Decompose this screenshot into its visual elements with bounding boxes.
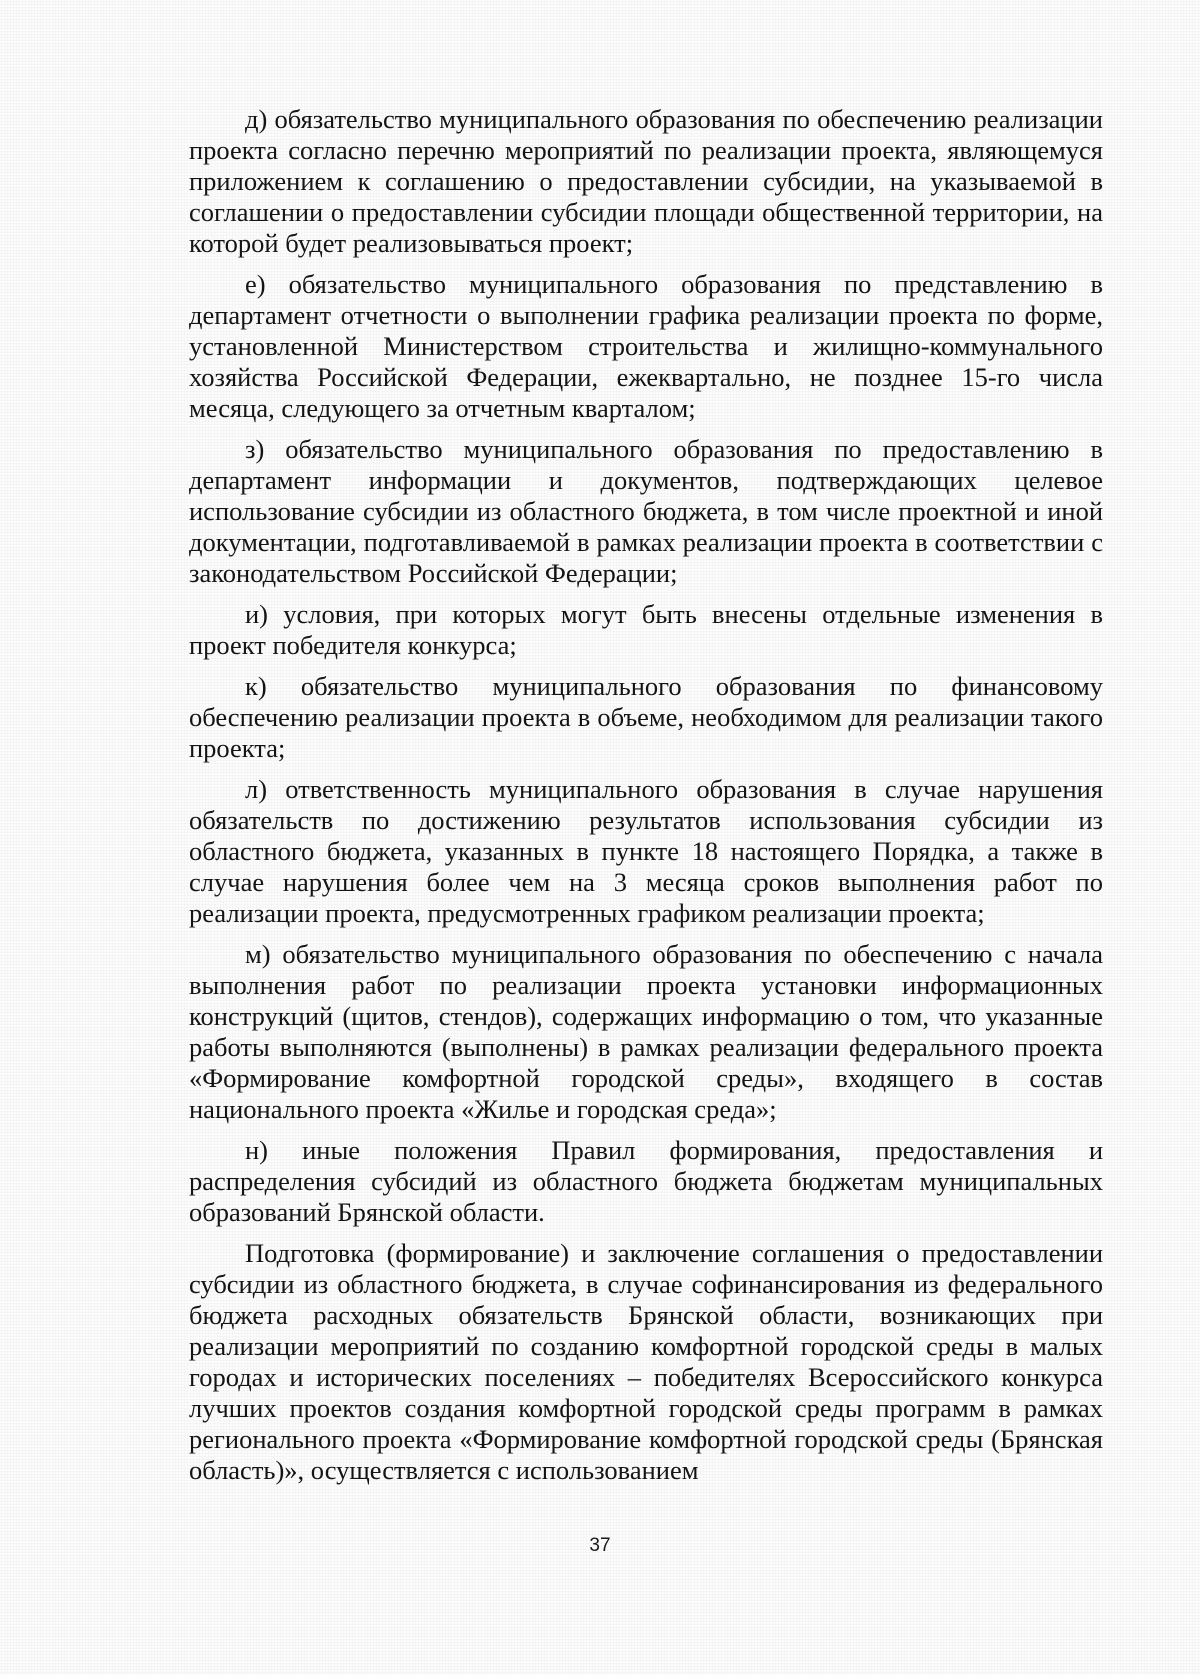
paragraph-m: м) обязательство муниципального образования по обеспечению с начала выполнения работ по реализации проекта установки информационных конструкций (щитов, стендов), содержащих информацию о том, что указанные работы выполняются (выполнены) в рамках реализации федерального проекта «Формирование комфортной городской среды», входящего в состав национального проекта «Жилье и городская среда»; — [189, 939, 1103, 1124]
paragraph-n: н) иные положения Правил формирования, предоставления и распределения субсидий из областного бюджета бюджетам муниципальных образований Брянской области. — [189, 1135, 1103, 1227]
document-body — [189, 104, 1103, 1496]
paragraph-z: з) обязательство муниципального образования по предоставлению в департамент информации и документов, подтверждающих целевое использование субсидии из областного бюджета, в том числе проектной и иной документации, подготавливаемой в рамках реализации проекта в соответствии с законодательством Российской Федерации; — [189, 434, 1103, 588]
paragraph-agreement-preparation: Подготовка (формирование) и заключение соглашения о предоставлении субсидии из областного бюджета, в случае софинансирования из федерального бюджета расходных обязательств Брянской области, возникающих при реализации мероприятий по созданию комфортной городской среды в малых городах и исторических поселениях – победителях Всероссийского конкурса лучших проектов создания комфортной городской среды программ в рамках регионального проекта «Формирование комфортной городской среды (Брянская область)», осуществляется с использованием — [189, 1238, 1103, 1485]
paragraph-l: л) ответственность муниципального образования в случае нарушения обязательств по достижению результатов использования субсидии из областного бюджета, указанных в пункте 18 настоящего Порядка, а также в случае нарушения более чем на 3 месяца сроков выполнения работ по реализации проекта, предусмотренных графиком реализации проекта; — [189, 774, 1103, 928]
paragraph-i: и) условия, при которых могут быть внесены отдельные изменения в проект победителя конкурса; — [189, 599, 1103, 660]
paragraph-k: к) обязательство муниципального образования по финансовому обеспечению реализации проекта в объеме, необходимом для реализации такого проекта; — [189, 671, 1103, 763]
paragraph-e: е) обязательство муниципального образования по представлению в департамент отчетности о выполнении графика реализации проекта по форме, установленной Министерством строительства и жилищно-коммунального хозяйства Российской Федерации, ежеквартально, не позднее 15-го числа месяца, следующего за отчетным кварталом; — [189, 269, 1103, 423]
page-number: 37 — [589, 1535, 611, 1556]
paragraph-d: д) обязательство муниципального образования по обеспечению реализации проекта согласно перечню мероприятий по реализации проекта, являющемуся приложением к соглашению о предоставлении субсидии, на указываемой в соглашении о предоставлении субсидии площади общественной территории, на которой будет реализовываться проект; — [189, 104, 1103, 258]
